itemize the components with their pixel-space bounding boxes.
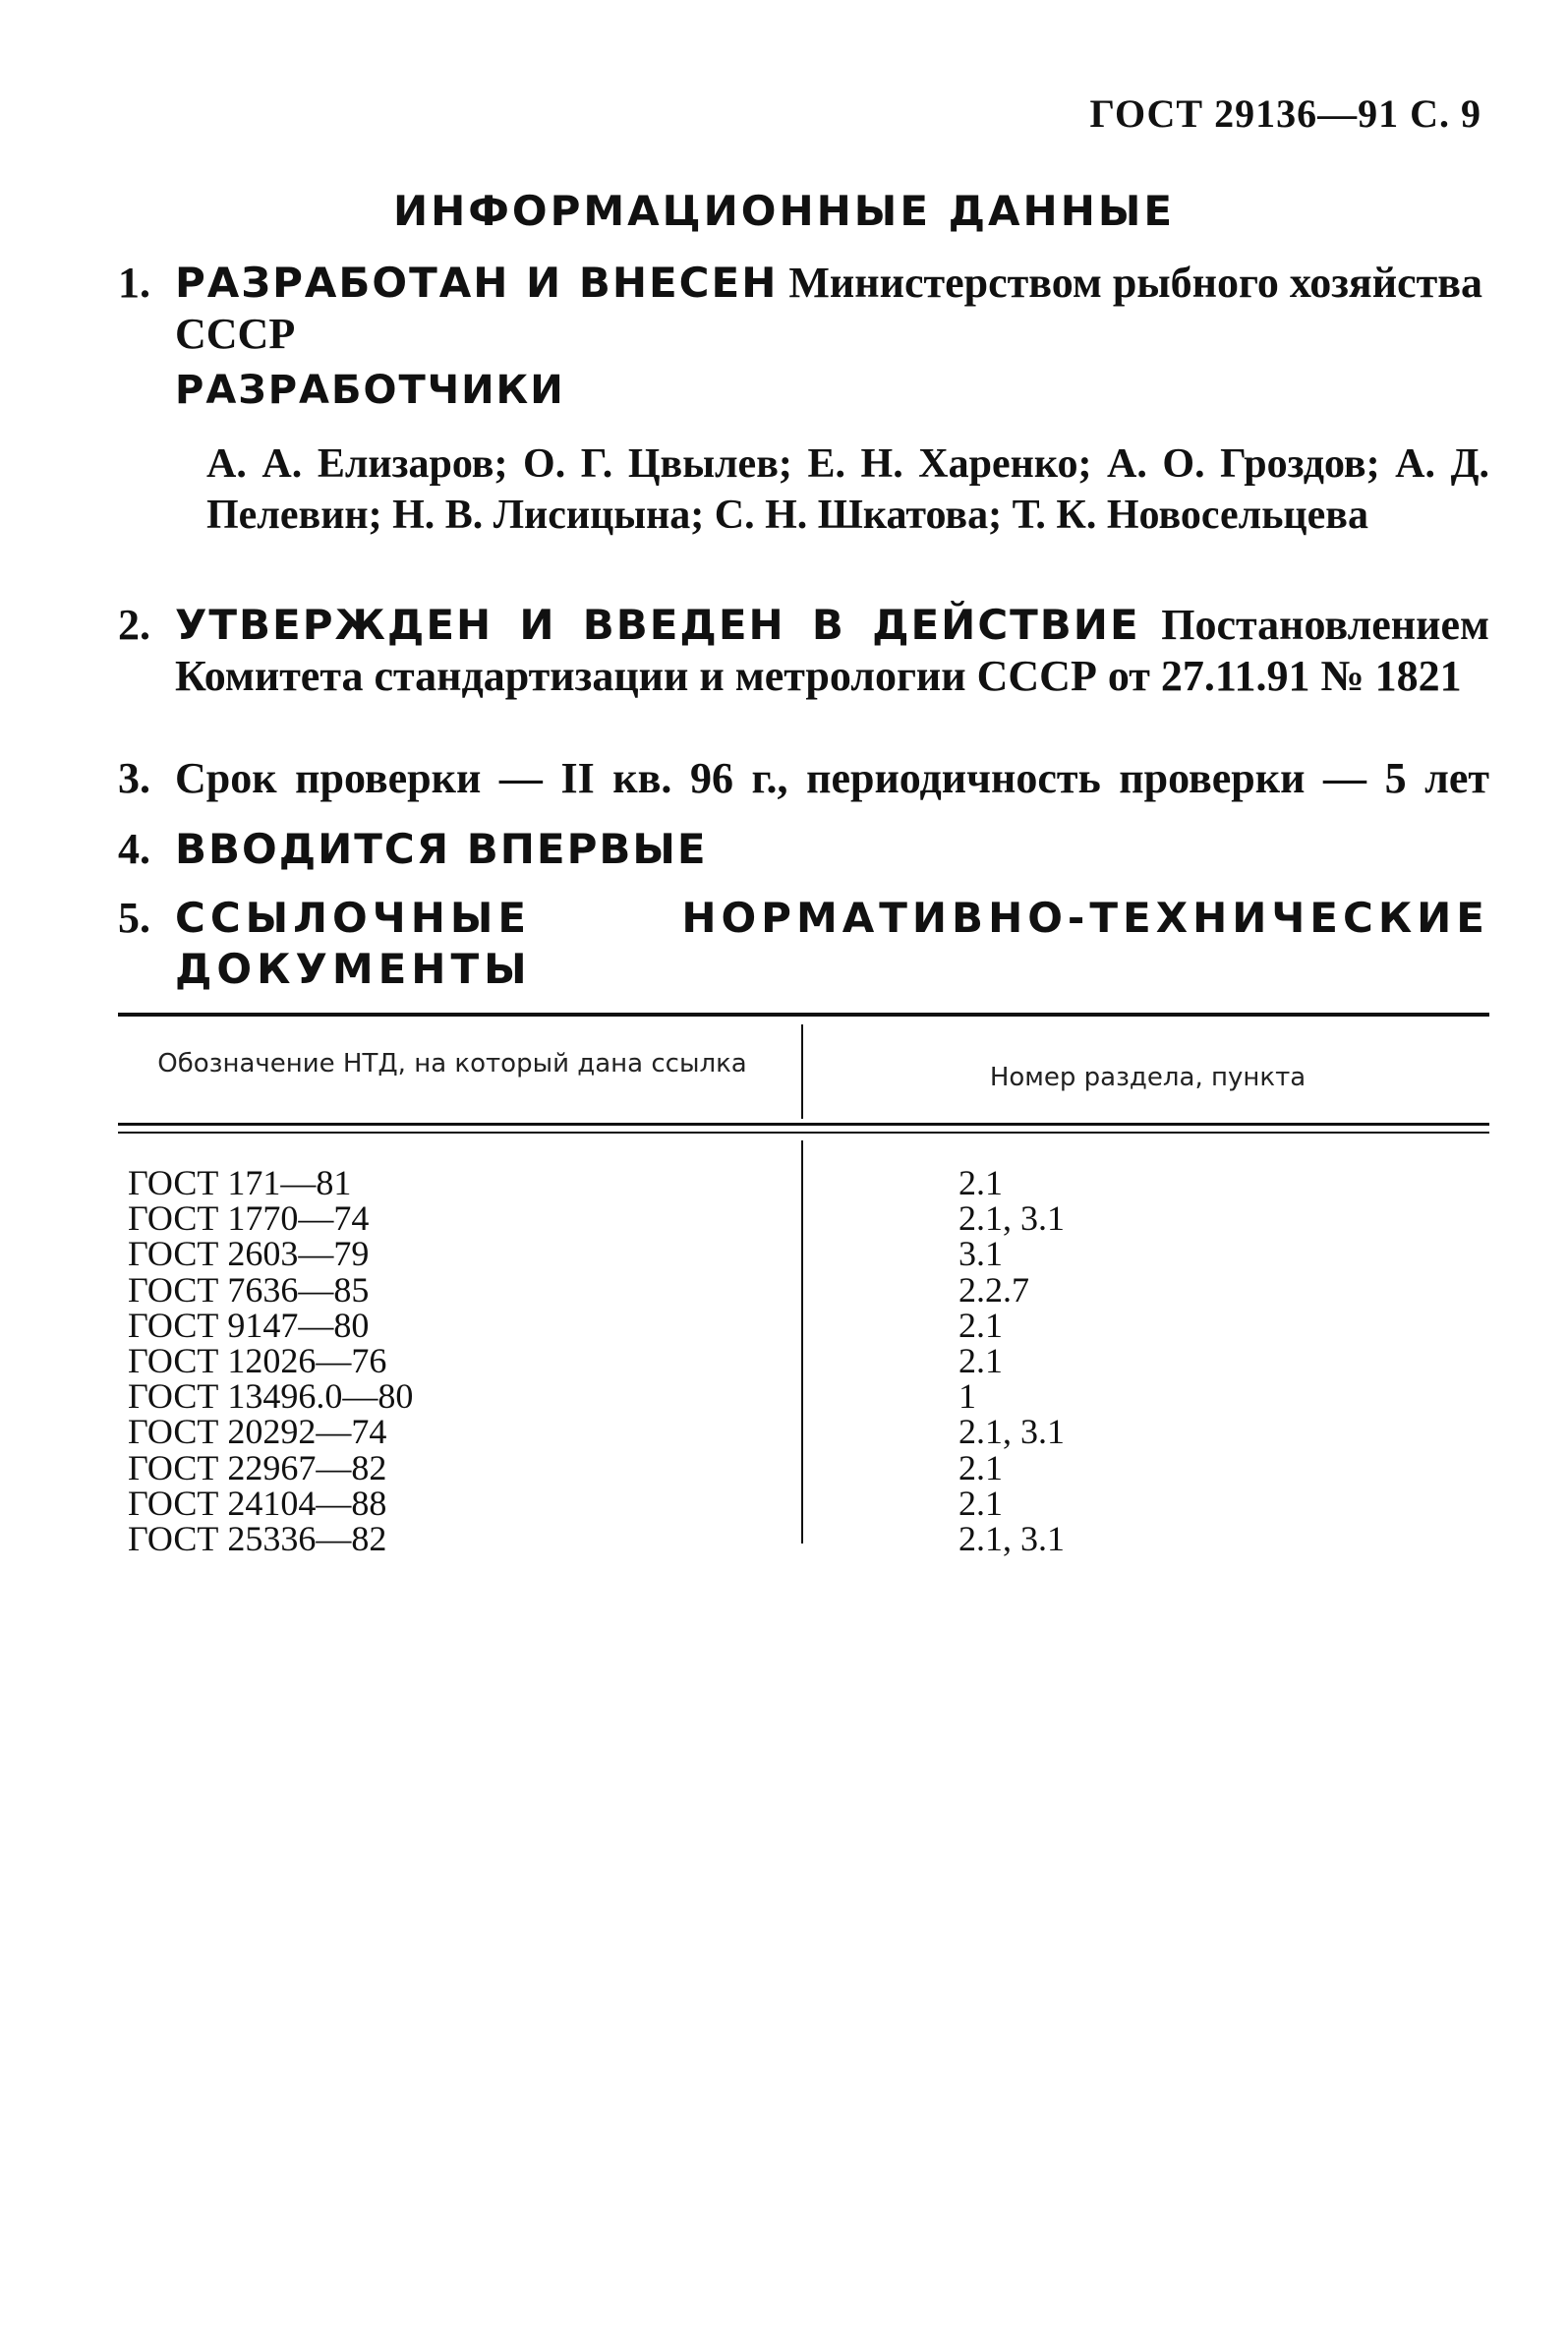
- section-number: 4.: [118, 825, 150, 873]
- cell-section-number: 1: [958, 1376, 976, 1417]
- section-caps: ССЫЛОЧНЫЕ НОРМАТИВНО-ТЕХНИЧЕСКИЕ ДОКУМЕНТЫ: [175, 894, 1489, 993]
- cell-section-number: 2.1: [958, 1305, 1003, 1345]
- section-1: [118, 258, 1489, 360]
- table-row: [128, 1376, 1489, 1417]
- cell-doc-designation: ГОСТ 13496.0—80: [128, 1376, 414, 1417]
- cell-doc-designation: ГОСТ 171—81: [128, 1163, 352, 1202]
- section-text: Министерством рыбного хозяйства СССР: [175, 259, 1482, 358]
- header-section-number: Номер раздела, пункта: [989, 1063, 1307, 1092]
- cell-doc-designation: ГОСТ 25336—82: [128, 1518, 387, 1558]
- developers-list: А. А. Елизаров; О. Г. Цвылев; Е. Н. Харенко; А. О. Гроздов; А. Д. Пелевин; Н. В. Лисицына; С. Н. Шкатова; Т. К. Новосельцева: [206, 441, 1489, 538]
- section-text: Срок проверки — II кв. 96 г., периодичность проверки — 5 лет: [175, 754, 1489, 802]
- header-divider: [801, 1024, 803, 1119]
- cell-doc-designation: ГОСТ 24104—88: [128, 1483, 387, 1523]
- section-caps: ВВОДИТСЯ ВПЕРВЫЕ: [175, 825, 708, 873]
- table-row: [128, 1234, 1489, 1274]
- cell-doc-designation: ГОСТ 22967—82: [128, 1447, 387, 1487]
- document-title: ИНФОРМАЦИОННЫЕ ДАННЫЕ: [392, 187, 1176, 235]
- header-rule-double: [118, 1132, 1489, 1134]
- cell-doc-designation: ГОСТ 2603—79: [128, 1234, 370, 1274]
- cell-doc-designation: ГОСТ 12026—76: [128, 1340, 387, 1380]
- cell-doc-designation: ГОСТ 1770—74: [128, 1198, 370, 1239]
- section-text: Постановлением Комитета стандартизации и метрологии СССР от 27.11.91 № 1821: [175, 601, 1489, 700]
- cell-section-number: 3.1: [958, 1234, 1003, 1274]
- developers-heading: РАЗРАБОТЧИКИ: [175, 368, 565, 413]
- header-rule: [118, 1123, 1489, 1126]
- section-number: 5.: [118, 894, 150, 942]
- cell-section-number: 2.1, 3.1: [958, 1412, 1065, 1452]
- table-row: [128, 1340, 1489, 1380]
- cell-section-number: 2.2.7: [958, 1269, 1029, 1310]
- section-caps: УТВЕРЖДЕН И ВВЕДЕН В ДЕЙСТВИЕ: [175, 601, 1140, 649]
- table-row: [128, 1447, 1489, 1487]
- cell-section-number: 2.1, 3.1: [958, 1198, 1065, 1239]
- cell-section-number: 2.1: [958, 1340, 1003, 1380]
- section-2: [118, 600, 1489, 702]
- table-row: [128, 1483, 1489, 1523]
- references-table: [118, 1013, 1489, 1563]
- section-number: 2.: [118, 601, 150, 649]
- table-row: [128, 1269, 1489, 1310]
- cell-section-number: 2.1: [958, 1483, 1003, 1523]
- table-row: [128, 1305, 1489, 1345]
- section-number: 3.: [118, 754, 150, 802]
- running-head: ГОСТ 29136—91 С. 9: [1089, 91, 1481, 136]
- cell-section-number: 2.1, 3.1: [958, 1518, 1065, 1558]
- cell-section-number: 2.1: [958, 1447, 1003, 1487]
- table-row: [128, 1518, 1489, 1558]
- table-row: [128, 1412, 1489, 1452]
- cell-section-number: 2.1: [958, 1163, 1003, 1202]
- table-top-rule: [118, 1013, 1489, 1017]
- table-row: [128, 1198, 1489, 1239]
- section-number: 1.: [118, 259, 150, 307]
- section-3: [118, 753, 1489, 804]
- section-5: [118, 893, 1489, 995]
- cell-doc-designation: ГОСТ 7636—85: [128, 1269, 370, 1310]
- cell-doc-designation: ГОСТ 20292—74: [128, 1412, 387, 1452]
- cell-doc-designation: ГОСТ 9147—80: [128, 1305, 370, 1345]
- header-doc-designation: Обозначение НТД, на который дана ссылка: [157, 1049, 747, 1078]
- table-row: [128, 1165, 1489, 1200]
- table-body: [128, 1165, 1489, 1556]
- section-caps: РАЗРАБОТАН И ВНЕСЕН: [175, 259, 779, 307]
- section-4: [118, 824, 1489, 875]
